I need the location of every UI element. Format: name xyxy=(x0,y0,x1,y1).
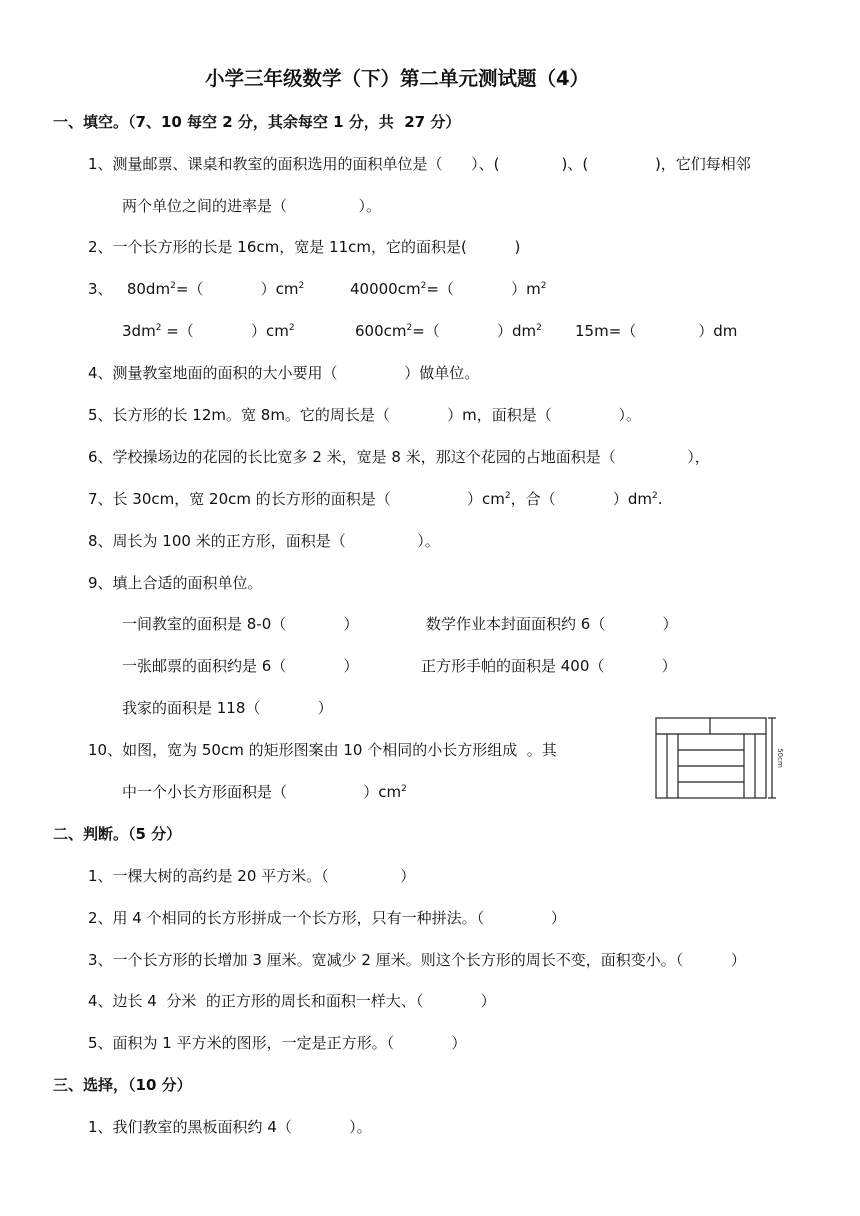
rectangle-figure xyxy=(654,716,784,800)
q7: 7、长 30cm，宽 20cm 的长方形的面积是（ ）$cm^2$，合（ ）$dm^2$. xyxy=(88,490,663,508)
section-2-heading: 二、判断。（5 分） xyxy=(53,825,182,843)
judge-q4: 4、边长 4 分米 的正方形的周长和面积一样大、（ ） xyxy=(88,992,496,1010)
q9-item-home: 我家的面积是 118（ ） xyxy=(122,699,333,717)
section-1-heading: 一、填空。（7、10 每空 2 分，其余每空 1 分，共 27 分） xyxy=(53,113,461,131)
q9-item-stamp: 一张邮票的面积约是 6（ ） xyxy=(122,657,359,675)
q4: 4、测量教室地面的面积的大小要用（ ）做单位。 xyxy=(88,364,480,382)
q5: 5、长方形的长 12m。宽 8m。它的周长是（ ）m，面积是（ ）。 xyxy=(88,406,642,424)
judge-q2: 2、用 4 个相同的长方形拼成一个长方形，只有一种拼法。（ ） xyxy=(88,909,566,927)
judge-q1: 1、一棵大树的高约是 20 平方米。（ ） xyxy=(88,867,416,885)
q10-line-2: 中一个小长方形面积是（ ）$cm^2$ xyxy=(122,783,407,801)
choice-q1: 1、我们教室的黑板面积约 4（ ）。 xyxy=(88,1118,372,1136)
q2: 2、一个长方形的长是 16cm，宽是 11cm，它的面积是( ) xyxy=(88,238,521,256)
q10-line-1: 10、如图，宽为 50cm 的矩形图案由 10 个相同的小长方形组成 。其 xyxy=(88,741,557,759)
q8: 8、周长为 100 米的正方形，面积是（ ）。 xyxy=(88,532,440,550)
judge-q5: 5、面积为 1 平方米的图形，一定是正方形。（ ） xyxy=(88,1034,467,1052)
q6: 6、学校操场边的花园的长比宽多 2 米，宽是 8 米，那这个花园的占地面积是（ ）， xyxy=(88,448,710,466)
q3-item-4: $600cm^2=$（ ）$dm^2$ xyxy=(355,322,542,340)
q3-item-5: 15m=（ ）dm xyxy=(575,322,738,340)
q3-item-2: $40000cm^2=$（ ）$m^2$ xyxy=(350,280,547,298)
q3-item-3: $3dm^2$ =（ ）$cm^2$ xyxy=(122,322,295,340)
q3-item-1: 3、 $80dm^2=$（ ）$cm^2$ xyxy=(88,280,305,298)
q1-line-1: 1、测量邮票、课桌和教室的面积选用的面积单位是（ ）、( )、( )，它们每相邻 xyxy=(88,155,751,173)
q9: 9、填上合适的面积单位。 xyxy=(88,574,263,592)
q9-item-notebook: 数学作业本封面面积约 6（ ） xyxy=(426,615,678,633)
q9-item-handkerchief: 正方形手帕的面积是 400（ ） xyxy=(421,657,677,675)
page-title: 小学三年级数学（下）第二单元测试题（4） xyxy=(205,67,590,90)
q1-line-2: 两个单位之间的进率是（ ）。 xyxy=(122,197,382,215)
judge-q3: 3、一个长方形的长增加 3 厘米。宽减少 2 厘米。则这个长方形的周长不变，面积变小。（ ） xyxy=(88,951,746,969)
figure-width-label: 50cm xyxy=(776,748,784,768)
q9-item-classroom: 一间教室的面积是 8-0（ ） xyxy=(122,615,359,633)
section-3-heading: 三、选择，（10 分） xyxy=(53,1076,192,1094)
